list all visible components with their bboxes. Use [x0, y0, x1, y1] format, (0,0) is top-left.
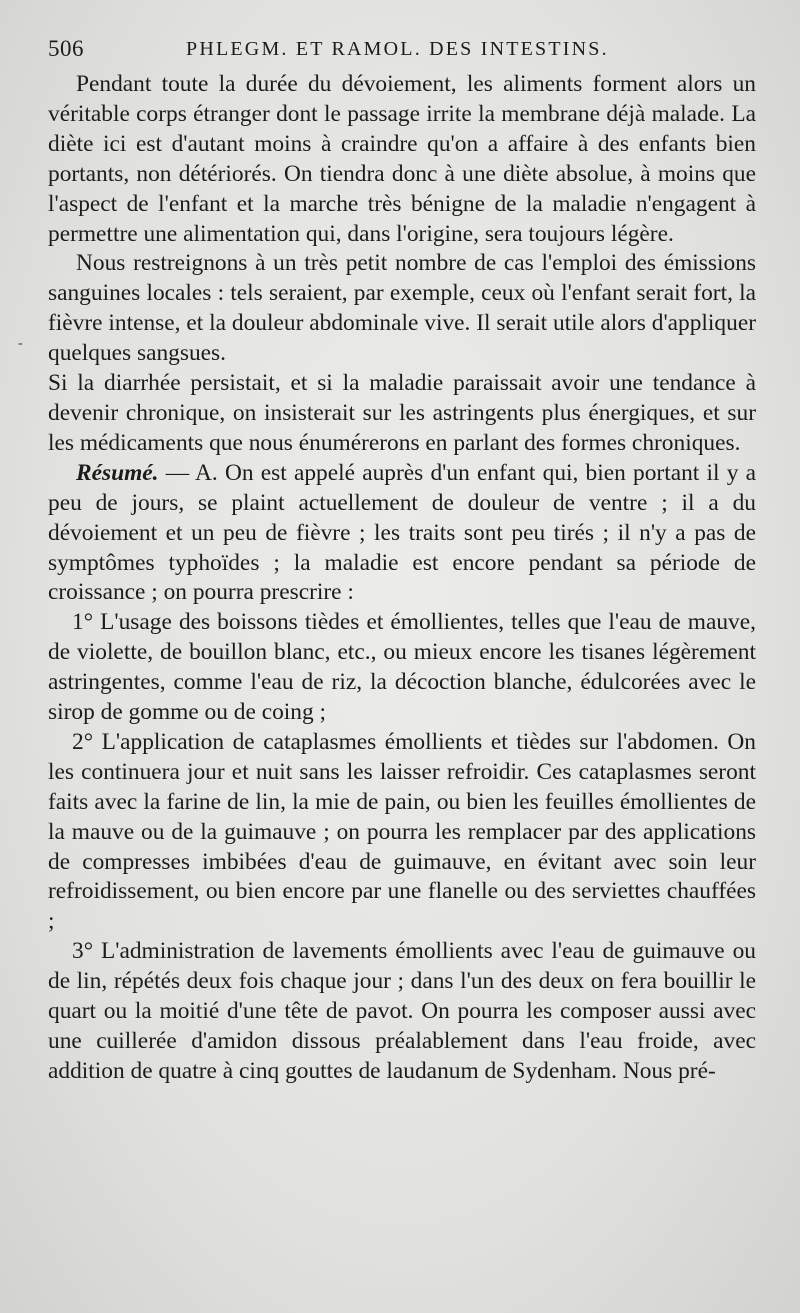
list-item-poultices: 2° L'application de cataplasmes émollients et tièdes sur l'abdomen. On les continuera jour et nuit sans les laisser refroidir. Ces cataplasmes seront faits avec la farine de lin, la mie de pain, ou bien les feuilles émollientes de la mauve ou de la guimauve ; on pourra les remplacer par des applications de compresses imbibées d'eau de guimauve, en évitant avec soin leur refroidissement, ou bien encore par une flanelle ou des serviettes chauffées ;: [48, 728, 756, 935]
page-header: [44, 36, 756, 68]
margin-mark: -: [18, 336, 23, 351]
paragraph-summary: [48, 459, 756, 609]
page-body: [48, 70, 756, 1087]
running-head: PHLEGM. ET RAMOL. DES INTESTINS.: [186, 38, 609, 60]
paragraph-diet: Pendant toute la durée du dévoiement, les aliments forment alors un véritable corps étranger dont le passage irrite la membrane déjà malade. La diète ici est d'autant moins à craindre qu'on a affaire à des enfants bien portants, non détériorés. On tiendra donc à une diète absolue, à moins que l'aspect de l'enfant et la marche très bénigne de la maladie n'engagent à permettre une alimentation qui, dans l'origine, sera toujours légère.: [48, 71, 756, 247]
paragraph-bloodletting: Nous restreignons à un très petit nombre de cas l'emploi des émissions sanguines locales : tels seraient, par exemple, ceux où l'enfant serait fort, la fièvre intense, et la douleur abdominale vive. Il serait utile alors d'appliquer quelques sangsues.: [48, 250, 756, 367]
summary-text: — A. On est appelé auprès d'un enfant qui, bien portant il y a peu de jours, se plaint actuellement de douleur de ventre ; il a du dévoiement et un peu de fièvre ; les traits sont peu tirés ; il n'y a pas de symptômes typhoïdes ; la maladie est encore pendant sa période de croissance ; on pourra prescrire :: [48, 459, 756, 606]
summary-label: Résumé.: [76, 459, 159, 486]
list-item-enemas: 3° L'administration de lavements émollients avec l'eau de guimauve ou de lin, répétés deux fois chaque jour ; dans l'un des deux on fera bouillir le quart ou la moitié d'une tête de pavot. On pourra les composer aussi avec une cuillerée d'amidon dissous préalablement dans l'eau froide, avec addition de quatre à cinq gouttes de laudanum de Sydenham. Nous pré-: [48, 938, 756, 1084]
paragraph-chronic: Si la diarrhée persistait, et si la maladie paraissait avoir une tendance à devenir chronique, on insisterait sur les astringents plus énergiques, et sur les médicaments que nous énumérerons en parlant des formes chroniques.: [48, 370, 756, 456]
list-item-drinks: 1° L'usage des boissons tièdes et émollientes, telles que l'eau de mauve, de violette, de bouillon blanc, etc., ou mieux encore les tisanes légèrement astringentes, comme l'eau de riz, la décoction blanche, édulcorées avec le sirop de gomme ou de coing ;: [48, 609, 756, 726]
page-number: 506: [48, 36, 84, 61]
